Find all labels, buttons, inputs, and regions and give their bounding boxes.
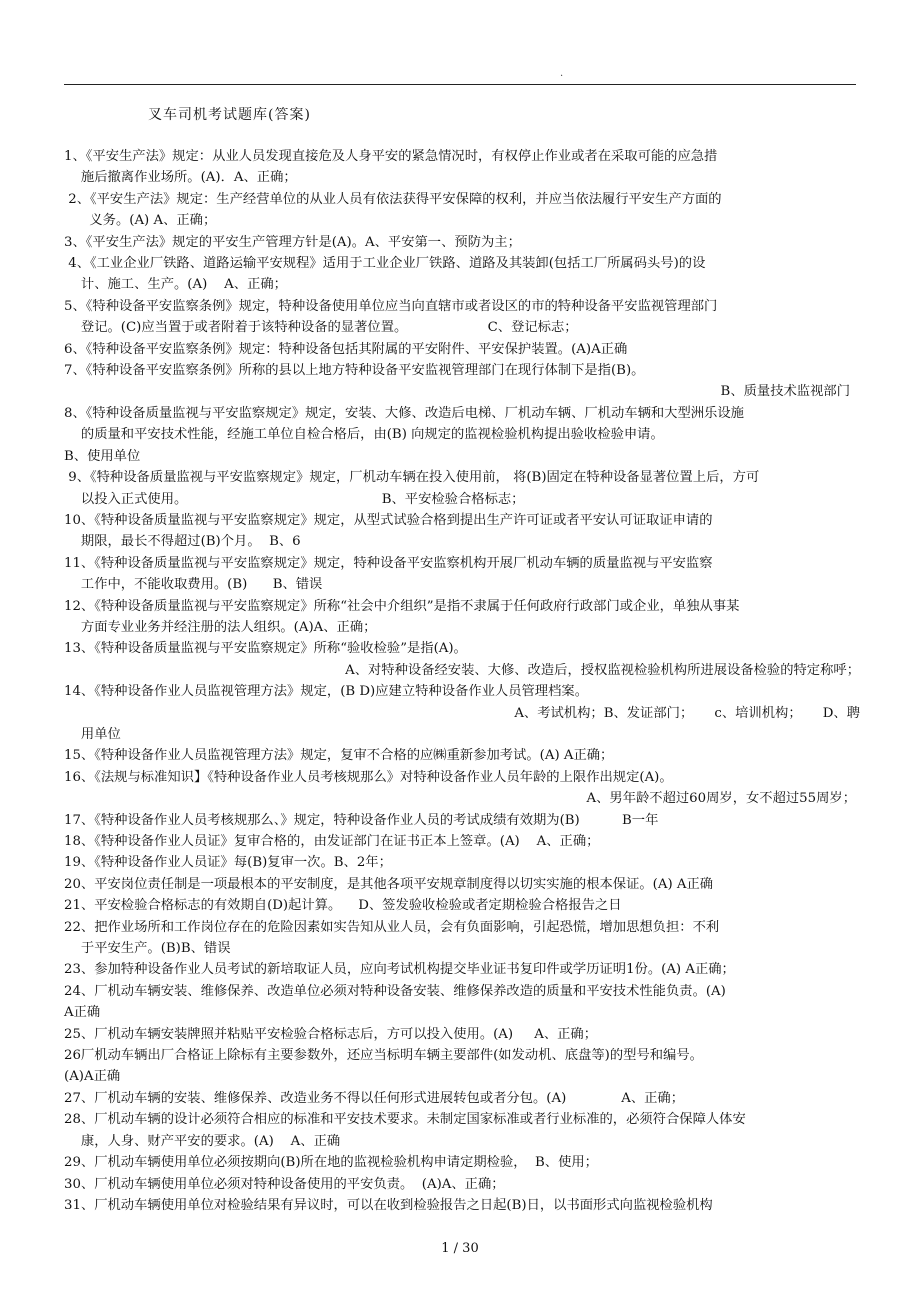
question-line: 11、《特种设备质量监视与平安监察规定》规定，特种设备平安监察机构开展厂机动车辆的质量监视与平安监察 [64, 555, 713, 571]
question-line: 义务。(A) A、正确； [64, 213, 217, 229]
question-line: 康，人身、财产平安的要求。(A) A、正确 [64, 1133, 341, 1149]
question-line: 31、厂机动车辆使用单位对检验结果有异议时，可以在收到检验报告之日起(B)日，以书面形式向监视检验机构 [64, 1197, 713, 1213]
question-line: 30、厂机动车辆使用单位必须对特种设备使用的平安负责。 (A)A、正确； [64, 1176, 505, 1192]
question-line: (A)A正确 [64, 1069, 121, 1085]
document-title: 叉车司机考试题库(答案) [148, 107, 311, 123]
question-line: 19、《特种设备作业人员证》每(B)复审一次。B、2年； [64, 855, 392, 871]
question-line: A正确 [64, 1005, 101, 1021]
question-line: 登记。(C)应当置于或者附着于该特种设备的显著位置。 C、登记标志； [64, 320, 578, 336]
question-line: 24、厂机动车辆安装、维修保养、改造单位必须对特种设备安装、维修保养改造的质量和平安技术性能负责。(A) [64, 983, 726, 999]
question-line: 12、《特种设备质量监视与平安监察规定》所称“社会中介组织”是指不隶属于任何政府行政部门或企业，单独从事某 [64, 598, 740, 614]
question-line: 用单位 [64, 726, 121, 742]
question-line: 的质量和平安技术性能，经施工单位自检合格后，由(B) 向规定的监视检验机构提出验收检验申请。 [64, 427, 664, 443]
question-line: 方面专业业务并经注册的法人组织。(A)A、正确； [64, 619, 377, 635]
question-line: 3、《平安生产法》规定的平安生产管理方针是(A)。A、平安第一、预防为主； [64, 234, 521, 250]
question-line: 施后撤离作业场所。(A)．A、正确； [64, 170, 297, 186]
question-line: 27、厂机动车辆的安装、维修保养、改造业务不得以任何形式进展转包或者分包。(A) A、正确； [64, 1090, 685, 1106]
answer-line: A、对特种设备经安装、大修、改造后，授权监视检验机构所进展设备检验的特定称呼； [345, 662, 860, 678]
question-line: 9、《特种设备质量监视与平安监察规定》规定，厂机动车辆在投入使用前， 将(B)固定在特种设备显著位置上后，方可 [64, 470, 760, 486]
question-line: 计、施工、生产。(A) A、正确； [64, 277, 287, 293]
question-line: 18、《特种设备作业人员证》复审合格的，由发证部门在证书正本上签章。(A) A、正确； [64, 834, 600, 849]
question-line: 4、《工业企业厂铁路、道路运输平安规程》适用于工业企业厂铁路、道路及其装卸(包括工厂所属码头号)的设 [64, 256, 706, 272]
question-line: 8、《特种设备质量监视与平安监察规定》规定，安装、大修、改造后电梯、厂机动车辆、厂机动车辆和大型洲乐设施 [64, 405, 744, 421]
question-line: 29、厂机动车辆使用单位必须按期向(B)所在地的监视检验机构申请定期检验， B、使用； [64, 1155, 598, 1171]
question-line: 1、《平安生产法》规定：从业人员发现直接危及人身平安的紧急情况时，有权停止作业或者在采取可能的应急措 [64, 149, 718, 164]
header-rule [64, 84, 856, 85]
question-line: 于平安生产。(B)B、错误 [64, 941, 231, 957]
question-list [64, 146, 860, 1216]
answer-line: A、考试机构；B、发证部门； c、培训机构； D、聘 [514, 705, 860, 721]
page-number: 1 / 30 [441, 1241, 479, 1256]
question-line: 15、《特种设备作业人员监视管理方法》规定，复审不合格的应㈱重新参加考试。(A) A正确； [64, 748, 614, 764]
question-line: 22、把作业场所和工作岗位存在的危险因素如实告知从业人员，会有负面影响，引起恐慌，增加思想负担：不利 [64, 919, 720, 935]
question-line: 20、平安岗位责任制是一项最根本的平安制度，是其他各项平安规章制度得以切实实施的根本保证。(A) A正确 [64, 876, 714, 892]
question-line: 26厂机动车辆出厂合格证上除标有主要参数外，还应当标明车辆主要部件(如发动机、底盘等)的型号和编号。 [64, 1048, 703, 1064]
question-line: 21、平安检验合格标志的有效期自(D)起计算。 D、签发验收检验或者定期检验合格报告之日 [64, 898, 622, 914]
answer-line: B、使用单位 [64, 448, 141, 464]
question-line: 2、《平安生产法》规定：生产经营单位的从业人员有依法获得平安保障的权利，并应当依法履行平安生产方面的 [64, 191, 722, 207]
question-line: 5、《特种设备平安监察条例》规定，特种设备使用单位应当向直辖市或者设区的市的特种设备平安监视管理部门 [64, 298, 718, 314]
question-line: 28、厂机动车辆的设计必须符合相应的标准和平安技术要求。未制定国家标准或者行业标准的，必须符合保障人体安 [64, 1112, 746, 1128]
question-line: 工作中，不能收取费用。(B) B、错误 [64, 577, 323, 593]
answer-line: B、质量技术监视部门 [720, 384, 850, 400]
question-line: 16、《法规与标准知识】《特种设备作业人员考核规那么》对特种设备作业人员年龄的上限作出规定(A)。 [64, 769, 673, 785]
question-line: 6、《特种设备平安监察条例》规定：特种设备包括其附属的平安附件、平安保护装置。(A)A正确 [64, 341, 628, 357]
question-line: 13、《特种设备质量监视与平安监察规定》所称“验收检验”是指(A)。 [64, 641, 467, 657]
header-dot: . [560, 68, 564, 79]
question-line: 10、《特种设备质量监视与平安监察规定》规定，从型式试验合格到提出生产许可证或者平安认可证取证申请的 [64, 512, 713, 528]
question-line: 23、参加特种设备作业人员考试的新培取证人员，应向考试机构提交毕业证书复印件或学历证明1份。(A) A正确； [64, 962, 735, 978]
question-line: 7、《特种设备平安监察条例》所称的县以上地方特种设备平安监视管理部门在现行体制下是指(B)。 [64, 363, 645, 379]
question-line: 期限，最长不得超过(B)个月。 B、6 [64, 534, 301, 550]
question-line: 14、《特种设备作业人员监视管理方法》规定，(B D)应建立特种设备作业人员管理档案。 [64, 684, 588, 700]
question-line: 17、《特种设备作业人员考核规那么、》规定，特种设备作业人员的考试成绩有效期为(B) B一年 [64, 812, 659, 828]
question-line: 以投入正式使用。 B、平安检验合格标志； [64, 491, 525, 507]
answer-line: A、男年龄不超过60周岁，女不超过55周岁； [586, 791, 856, 807]
question-line: 25、厂机动车辆安装牌照并粘贴平安检验合格标志后，方可以投入使用。(A) A、正确； [64, 1026, 598, 1042]
